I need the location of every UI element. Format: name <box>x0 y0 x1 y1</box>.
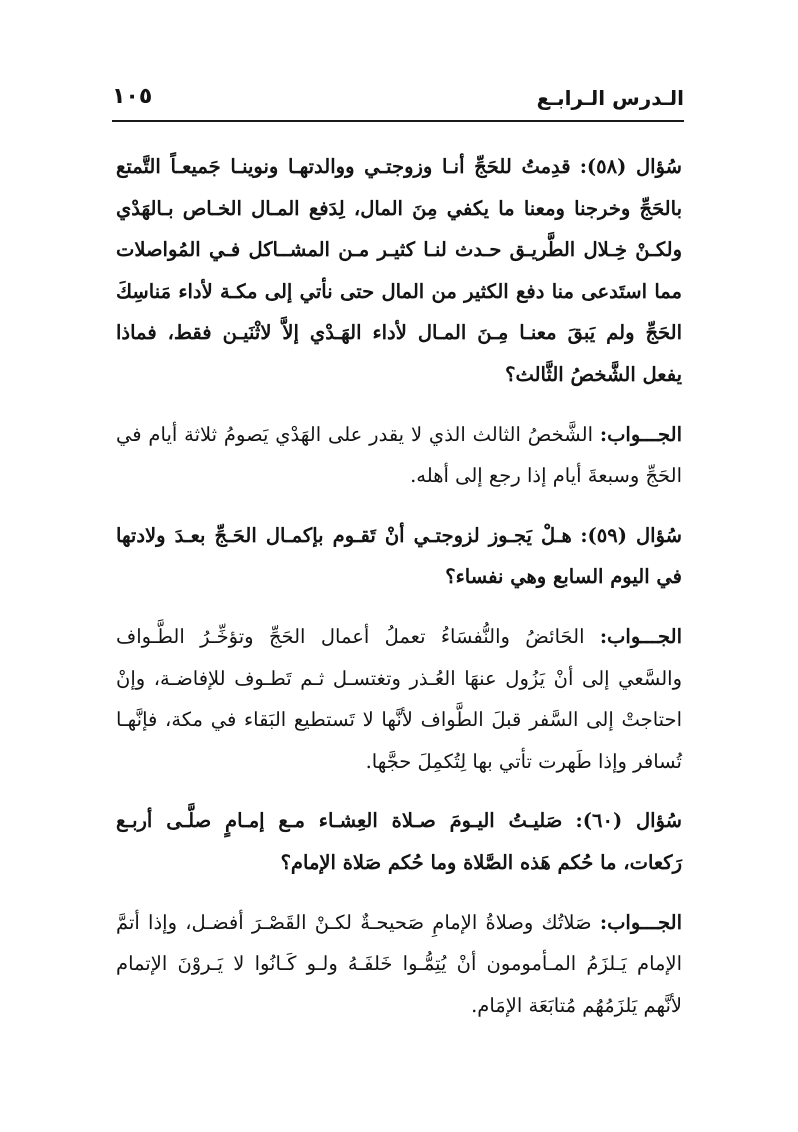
answer-58 <box>116 414 682 497</box>
page-number: ١٠٥ <box>112 84 153 109</box>
qa-content <box>116 146 682 1044</box>
lesson-title: الـدرس الـرابـع <box>536 86 684 110</box>
question-label: سُؤال (٦٠): <box>575 809 682 833</box>
question-text: قدِمتُ للحَجِّ أنـا وزوجتـي ووالدتهـا ونوينـا جَميعـاً التَّمتع بالحَجِّ وخرجنا ومعنا ما يكفي مِنَ المال، لِدَفع المـال الخـاص بـالهَدْي ولكـنْ خِـلال الطَّريـق حـدث لنـا كثيـر مـن المشــاكل فـي المُواصلات مما استَدعى منا دفع الكثير من المال حتى نأتي إلى مكـة لأداء مَناسِكَ الحَجِّ ولم يَبقَ معنـا مِـنَ المـال لأداء الهَـدْي إلاَّ لاثْنَيـن فقط، فماذا يفعل الشَّخصُ الثَّالث؟ <box>116 155 682 386</box>
answer-paragraph <box>116 414 682 497</box>
answer-text: الشَّخصُ الثالث الذي لا يقدر على الهَدْي يَصومُ ثلاثة أيام في الحَجِّ وسبعةَ أيام إذا رجع إلى أهله. <box>116 422 682 488</box>
answer-paragraph <box>116 902 682 1027</box>
question-paragraph <box>116 800 682 883</box>
question-59 <box>116 515 682 598</box>
header-divider <box>112 120 684 122</box>
question-paragraph <box>116 515 682 598</box>
answer-label: الجـــواب: <box>599 624 682 648</box>
question-60 <box>116 800 682 883</box>
answer-label: الجـــواب: <box>599 910 683 934</box>
answer-60 <box>116 902 682 1027</box>
answer-59 <box>116 616 682 782</box>
question-label: سُؤال (٥٨): <box>579 155 682 178</box>
question-text: صَليـتُ اليـومَ صـلاة العِشـاء مـع إمـامٍ صلَّـى أربـع رَكعات، ما حُكم هَذه الصَّلاة وما حُكم صَلاة الإمام؟ <box>116 809 682 874</box>
page-header <box>112 82 684 122</box>
answer-label: الجـــواب: <box>599 422 683 446</box>
answer-text: صَلاتُك وصلاةُ الإمامِ صَحيحـةٌ لكـنْ القَصْـرَ أفضـل، وإذا أتمَّ الإمام يَـلزَمُ المـأمومون أنْ يُتِمُّـوا خَلفَـهُ ولـو كَـانُوا لا يَـروْنَ الإتمام لأنَّهم يَلزَمُهُم مُتابَعَة الإمَام. <box>116 910 682 1017</box>
question-58 <box>116 146 682 396</box>
question-label: سُؤال (٥٩): <box>580 523 682 547</box>
answer-text: الحَائضُ والنُّفسَاءُ تعملُ أعمال الحَجِّ وتؤخِّـرُ الطَّـواف والسَّعي إلى أنْ يَزُول عنهَا العُـذر وتغتسـل ثـم تَطـوف للإفاضـة، وإنْ احتاجتْ إلى السَّفر قبلَ الطَّواف لأنَّها لا تَستطيع البَقاء في مكة، فإنَّهـا تُسافر وإذا طَهرت تأتي بها لِتُكمِلَ حجَّها. <box>116 624 682 773</box>
answer-paragraph <box>116 616 682 782</box>
question-text: هـلْ يَجـوز لزوجتـي أنْ تَقـوم بإكمـال الحَـجِّ بعـدَ ولادتها في اليوم السابع وهي نفساء؟ <box>116 523 682 589</box>
question-paragraph <box>116 146 682 396</box>
